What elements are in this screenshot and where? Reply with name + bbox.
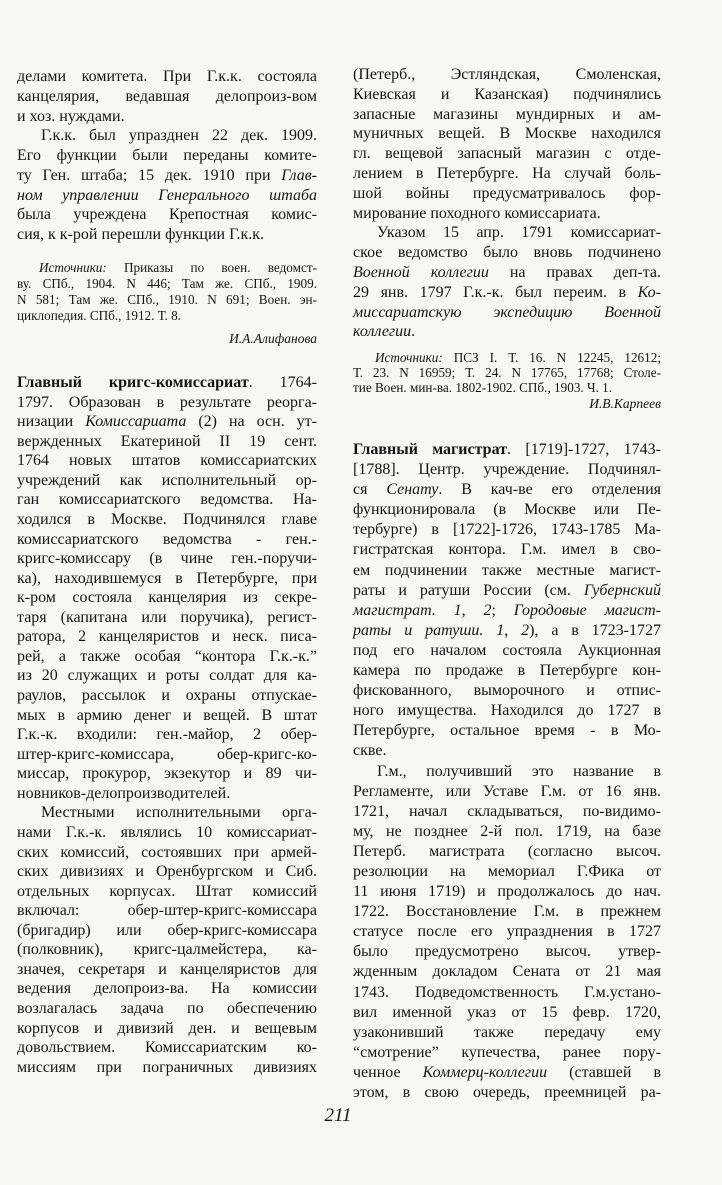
article-glavny-krigs-komissariat — [17, 373, 317, 1077]
text-segment: ченное — [353, 1063, 423, 1081]
text-line: Петербурге, остальное время - в Мо- — [353, 722, 661, 740]
text-segment: (ставшей в — [547, 1063, 662, 1081]
text-line: запасные магазины мундирных и ам- — [353, 105, 661, 123]
text-line: узаконивший также передачу ему — [353, 1023, 661, 1041]
text-line: комиссариатского ведомства - ген.- — [17, 530, 317, 548]
italic-reference: 2 — [483, 601, 492, 619]
text-line: Т. 23. N 16959; Т. 24. N 17765, 17768; Столе- — [353, 365, 661, 381]
text-line — [353, 303, 661, 323]
text-line: отдельных корпусах. Штат комиссий — [17, 882, 317, 900]
text-line: фискованного, выморочного и отпис- — [353, 682, 661, 700]
text-line: Его функции были переданы комите- — [17, 147, 317, 164]
italic-reference: Источники: — [375, 350, 443, 365]
author-signature: И.А.Алифанова — [229, 331, 317, 346]
text-line: из 20 служащих и роты солдат для ка- — [17, 667, 317, 685]
italic-reference: магистрат. 1 — [353, 601, 462, 619]
text-segment: ; — [491, 601, 514, 619]
text-line: гистратская контора. Г.м. имел в сво- — [353, 541, 661, 559]
text-segment: раты и ратуши России (см. — [353, 581, 584, 599]
text-line: 11 июня 1719) и продолжалось до нач. — [353, 883, 661, 901]
paragraph — [353, 440, 661, 762]
text-line: мых в армию денег и вещей. В штат — [17, 706, 317, 724]
italic-reference: Ко- — [637, 283, 661, 301]
text-line: Указом 15 апр. 1791 комиссариат- — [377, 224, 661, 242]
text-line: кригс-комиссару (в чине ген.-поручи- — [17, 550, 317, 568]
italic-reference: Коммерц-коллегии — [422, 1063, 548, 1081]
text-line: 1764 новых штатов комиссариатских — [17, 452, 317, 470]
text-segment: 29 янв. 1797 Г.к.-к. был переим. в — [353, 283, 638, 301]
text-line — [353, 322, 661, 342]
italic-reference: ном управлении Генерального штаба — [17, 186, 317, 204]
text-line: Регламенте, или Уставе Г.м. от 16 янв. — [353, 782, 661, 800]
text-line: скве. — [353, 742, 387, 760]
text-line: ских комиссий, состоявших при армей- — [17, 843, 317, 861]
text-line — [353, 440, 661, 460]
text-segment: Приказы по воен. ведомст- — [106, 260, 317, 275]
text-line: канцелярия, ведавшая делопроиз-вом — [17, 87, 317, 105]
text-line: этом, в свою очередь, преемницей ра- — [353, 1084, 661, 1101]
text-line: циклопедия. СПб., 1912. Т. 8. — [17, 308, 181, 323]
text-line: была учреждена Крепостная комис- — [17, 206, 317, 224]
italic-reference: раты и ратуши. 1 — [353, 621, 505, 639]
text-line: ское ведомство было вновь подчинено — [353, 244, 661, 262]
entry-heading: Главный кригс-комиссариат — [17, 374, 249, 391]
italic-reference: Источники: — [39, 260, 107, 275]
text-line: было предусмотрено высоч. утвер- — [353, 943, 661, 961]
italic-reference: Губернский — [583, 581, 661, 599]
italic-reference: Сенату — [386, 481, 439, 499]
text-line: учреждений как исполнительный ор- — [17, 471, 317, 489]
text-segment: ся — [353, 481, 387, 499]
text-line: довольствием. Комиссариатским ко- — [17, 1039, 317, 1057]
text-line: корпусов и дивизий ден. и вещевым — [17, 1019, 317, 1037]
text-line — [17, 166, 317, 186]
text-line: ведения делопроиз-ва. На комиссии — [17, 980, 317, 998]
paragraph — [353, 65, 661, 223]
italic-reference: миссариатскую экспедицию Военной — [353, 303, 661, 321]
text-line — [353, 601, 661, 621]
text-line: включал: обер-штер-кригс-комиссара — [17, 902, 317, 920]
text-line: миссар, прокурор, экзекутор и 89 чи- — [17, 765, 317, 783]
text-line: статусе после его упразднения в 1727 — [353, 923, 661, 941]
text-segment: . 1764- — [248, 374, 317, 391]
text-line: жденным докладом Сената от 21 мая — [353, 963, 661, 981]
text-line: му, не позднее 2-й пол. 1719, на базе — [353, 822, 661, 840]
text-line: рей, а также особая “контора Г.к.-к.” — [17, 647, 317, 665]
text-line: вил именной указ от 15 февр. 1720, — [353, 1003, 661, 1021]
text-line: лением в Петербурге. На случай боль- — [353, 164, 661, 182]
text-line: 1743. Подведомственность Г.м.устано- — [353, 983, 661, 1001]
text-line: ходился в Москве. Подчинялся главе — [17, 510, 317, 528]
text-line: гл. вещевой запасный магазин с отде- — [353, 145, 661, 163]
text-segment: ту Ген. штаба; 15 дек. 1910 при — [17, 166, 282, 184]
text-line: ем подчинении также местные магист- — [353, 561, 661, 579]
paragraph — [353, 350, 661, 396]
text-segment: . — [411, 323, 416, 341]
text-line: значея, секретаря и канцеляристов для — [17, 960, 317, 978]
text-line: 1722. Восстановление Г.м. в прежнем — [353, 903, 661, 921]
text-line — [17, 260, 317, 276]
paragraph — [17, 126, 317, 245]
text-line — [353, 283, 661, 303]
text-segment: . [1719]-1727, 1743- — [507, 441, 661, 458]
text-line: нами Г.к.-к. являлись 10 комиссариат- — [17, 823, 317, 841]
text-line: тие Воен. мин-ва. 1802-1902. СПб., 1903. Ч. 1. — [353, 380, 613, 396]
text-line: ских дивизиях и Оренбургском и Сиб. — [17, 863, 317, 881]
italic-reference: коллегии — [353, 323, 412, 341]
right-continued-text — [353, 65, 661, 342]
text-line: ву. СПб., 1904. N 446; Там же. СПб., 1909. — [17, 276, 317, 291]
italic-reference: Комиссариата — [85, 413, 187, 431]
text-line: 1721, начал складываться, по-видимо- — [353, 802, 661, 820]
text-line: ка), находившемуся в Петербурге, при — [17, 569, 317, 587]
text-line: 1797. Образован в результате реорга- — [17, 393, 317, 411]
italic-reference: Военной коллегии — [353, 263, 489, 281]
text-line: мирование походного комиссариата. — [353, 204, 601, 222]
text-line — [353, 581, 661, 601]
text-line: таря (капитана или поручика), регист- — [17, 608, 317, 626]
text-line: штер-кригс-комиссара, обер-кригс-ко- — [17, 745, 317, 763]
text-line: тербурге) в [1722]-1726, 1743-1785 Ма- — [353, 521, 661, 539]
italic-reference: Глав- — [281, 166, 317, 184]
text-line: Г.м., получивший это название в — [377, 762, 661, 780]
text-line: делами комитета. При Г.к.к. состояла — [17, 68, 317, 85]
paragraph — [17, 803, 317, 1077]
text-line — [17, 412, 317, 432]
text-line: N 581; Там же. СПб., 1910. N 691; Воен. эн- — [17, 292, 317, 307]
text-line: (полковник), кригс-цалмейстера, ка- — [17, 941, 317, 959]
text-line: ган комиссариатского ведомства. На- — [17, 491, 317, 509]
text-line: камера по продаже в Петербурге кон- — [353, 662, 661, 680]
text-segment: (2) на осн. ут- — [186, 413, 318, 431]
text-line: [1788]. Центр. учреждение. Подчинял- — [353, 461, 661, 479]
text-line: под его началом состояла Аукционная — [353, 641, 661, 659]
paragraph — [353, 223, 661, 342]
text-line: Киевская и Казанская) подчинялись — [353, 85, 661, 103]
text-line: шой войны предусматривалось фор- — [353, 184, 661, 202]
text-segment: ), а в 1723-1727 — [529, 621, 662, 639]
text-line: резолюции на мемориал Г.Фика от — [353, 862, 661, 880]
text-line: миссиям при пограничных дивизиях — [17, 1058, 317, 1076]
text-line: к-ром состояла канцелярия из секре- — [17, 589, 317, 607]
right-sources — [353, 350, 661, 396]
text-line: сия, к к-рой перешли функции Г.к.к. — [17, 226, 265, 243]
author-signature: И.В.Карпеев — [589, 396, 661, 411]
text-line: муничных вещей. В Москве находился — [353, 125, 661, 143]
text-line: возлагалась задача по обеспечению — [17, 1000, 317, 1017]
text-line: Местными исполнительными орга- — [41, 804, 317, 822]
text-line: ного имущества. Находился до 1727 в — [353, 702, 661, 720]
italic-reference: 2 — [521, 621, 530, 639]
text-segment: на правах деп-та. — [488, 263, 661, 281]
text-line — [17, 186, 317, 206]
text-line: “смотрение” купечества, ранее пору- — [353, 1043, 661, 1061]
text-line: Петерб. магистрата (согласно высоч. — [353, 842, 661, 860]
text-segment: , — [504, 621, 522, 639]
text-line — [353, 350, 661, 365]
text-segment: , — [461, 601, 484, 619]
article-glavny-magistrat — [353, 440, 661, 1103]
paragraph — [17, 260, 317, 324]
page-number: 211 — [324, 1105, 352, 1126]
text-line — [17, 373, 317, 393]
text-line: новников-делопроизводителей. — [17, 784, 231, 802]
text-line — [353, 263, 661, 283]
text-line: Г.к.к. был упразднен 22 дек. 1909. — [41, 127, 317, 145]
paragraph — [353, 762, 661, 1104]
text-line: (бригадир) или обер-кригс-комиссара — [17, 921, 317, 939]
text-line: Г.к.-к. входили: ген.-майор, 2 обер- — [17, 726, 317, 744]
text-line: раулов, рассылок и охраны отпускае- — [17, 687, 317, 704]
text-line: и хоз. нуждами. — [17, 107, 125, 125]
italic-reference: Городовые магист- — [513, 601, 662, 619]
text-line — [353, 1063, 661, 1083]
text-segment: ПСЗ I. Т. 16. N 12245, 12612; — [442, 350, 661, 365]
text-line: (Петерб., Эстляндская, Смоленская, — [353, 66, 661, 83]
paragraph — [17, 67, 317, 126]
text-line — [353, 480, 661, 500]
text-line: ратора, 2 канцеляристов и неск. писа- — [17, 628, 317, 646]
text-line — [353, 621, 661, 641]
left-sources — [17, 260, 317, 324]
text-line: вержденных Екатериной II 19 сент. — [17, 432, 317, 450]
entry-heading: Главный магистрат — [353, 441, 508, 458]
text-segment: низации — [17, 413, 86, 431]
text-line: функционировала (в Москве или Пе- — [353, 501, 661, 519]
left-continued-text — [17, 67, 317, 245]
paragraph — [17, 373, 317, 803]
text-segment: . В кач-ве его отделения — [438, 481, 662, 499]
